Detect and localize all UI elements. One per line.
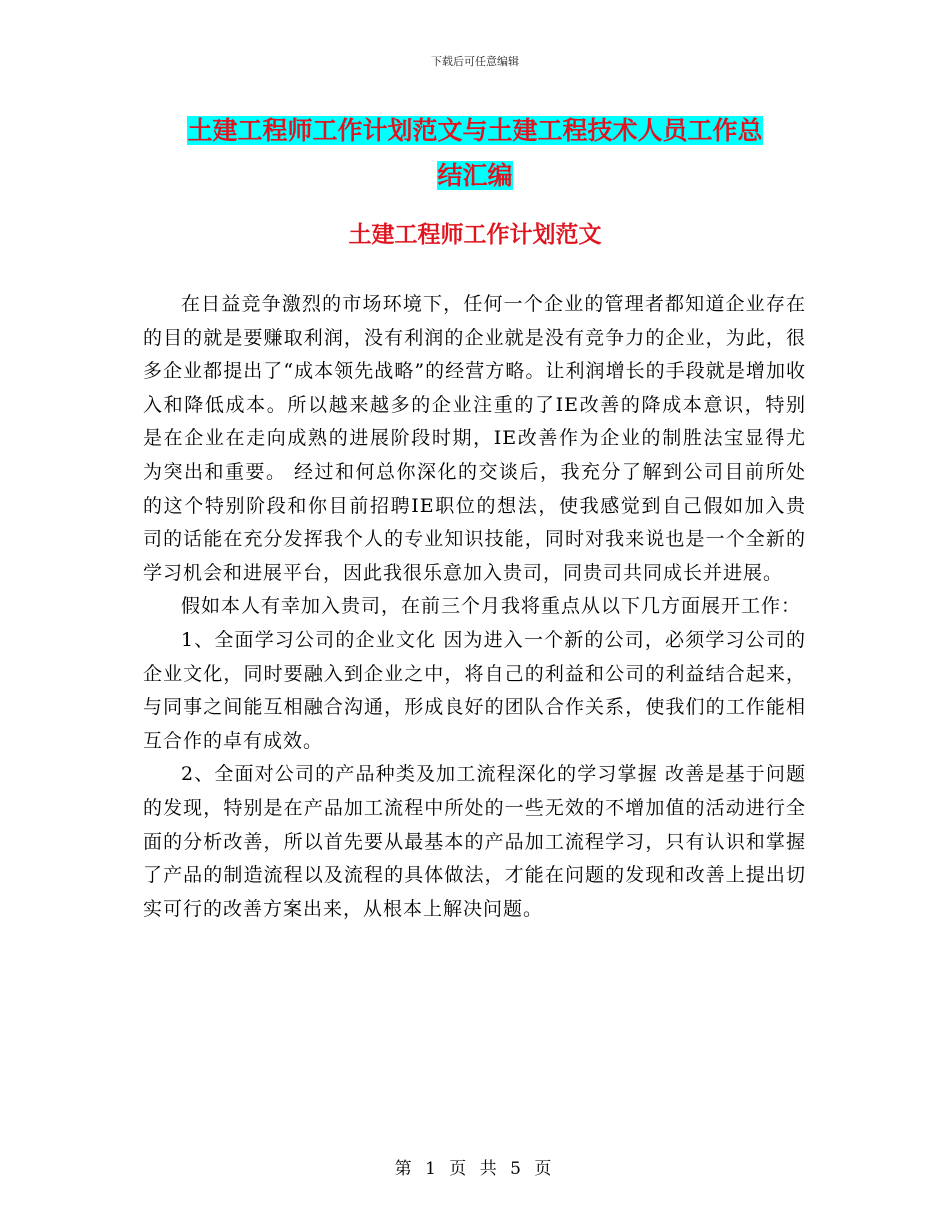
paragraph: 2、全面对公司的产品种类及加工流程深化的学习掌握 改善是基于问题的发现，特别是在产品加工流程中所处的一些无效的不增加值的活动进行全面的分析改善，所以首先要从最基本的产品加工流程学习，只有认识和掌握了产品的制造流程以及流程的具体做法，才能在问题的发现和改善上提出切实可行的改善方案出来，从根本上解决问题。 bbox=[143, 763, 806, 920]
document-title-line-1: 土建工程师工作计划范文与土建工程技术人员工作总 bbox=[187, 116, 763, 145]
paragraph: 1、全面学习公司的企业文化 因为进入一个新的公司，必须学习公司的企业文化，同时要融入到企业之中，将自己的利益和公司的利益结合起来，与同事之间能互相融合沟通，形成良好的团队合作关系，使我们的工作能相互合作的卓有成效。 bbox=[143, 628, 806, 752]
header-note: 下载后可任意编辑 bbox=[431, 55, 519, 68]
document-title-line-2: 结汇编 bbox=[437, 161, 513, 190]
page-number-footer: 第 1 页 共 5 页 bbox=[394, 1159, 556, 1179]
section-title: 土建工程师工作计划范文 bbox=[348, 222, 602, 248]
document-body bbox=[143, 288, 806, 926]
document-title bbox=[150, 108, 800, 198]
paragraph: 假如本人有幸加入贵司，在前三个月我将重点从以下几方面展开工作： bbox=[181, 595, 802, 618]
paragraph: 在日益竞争激烈的市场环境下，任何一个企业的管理者都知道企业存在的目的就是要赚取利润，没有利润的企业就是没有竞争力的企业，为此，很多企业都提出了“成本领先战略”的经营方略。让利润增长的手段就是增加收入和降低成本。所以越来越多的企业注重的了IE改善的降成本意识，特别是在企业在走向成熟的进展阶段时期，IE改善作为企业的制胜法宝显得尤为突出和重要。 经过和何总你深化的交谈后，我充分了解到公司目前所处的这个特别阶段和你目前招聘IE职位的想法，使我感觉到自己假如加入贵司的话能在充分发挥我个人的专业知识技能，同时对我来说也是一个全新的学习机会和进展平台，因此我很乐意加入贵司，同贵司共同成长并进展。 bbox=[143, 293, 806, 584]
